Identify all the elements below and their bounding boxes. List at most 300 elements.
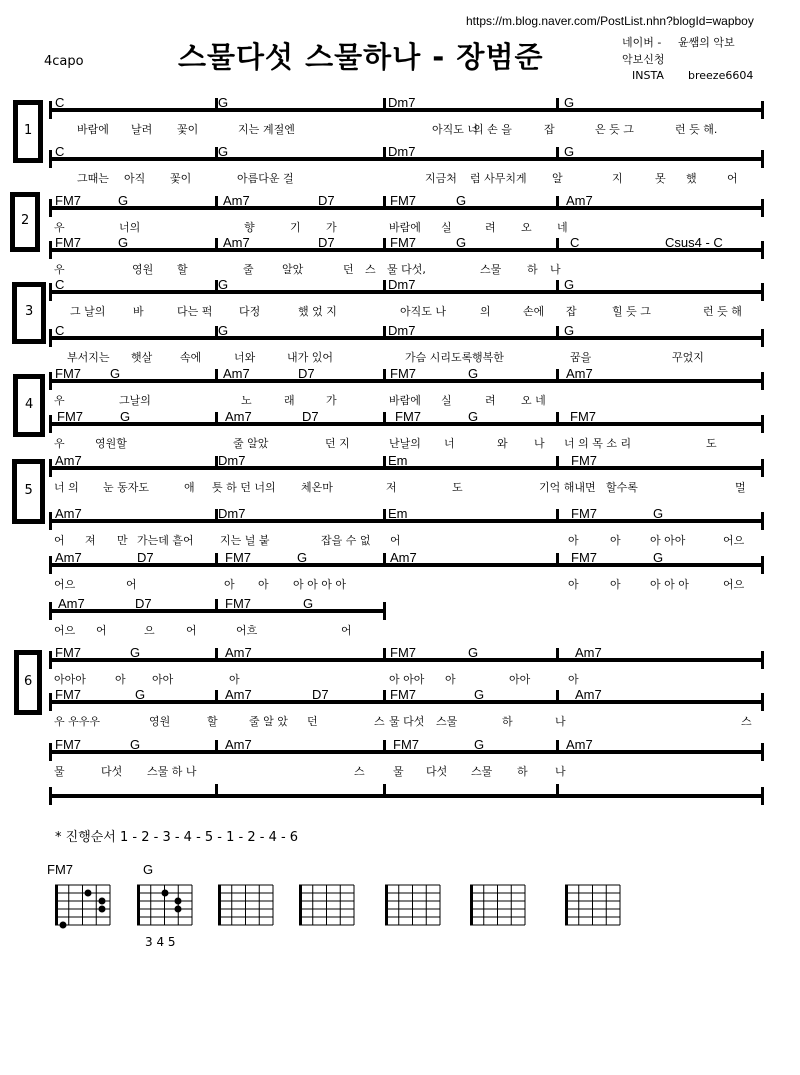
lyric-word: 어으 [723,578,745,591]
song-title: 스물다섯 스물하나 - 장범준 [178,40,544,74]
info-author: 윤쌤의 악보 [678,36,735,49]
lyric-word: 오 [521,221,532,234]
bar-line [49,602,52,620]
lyric-word: 아 [610,578,621,591]
bar-line [49,556,52,574]
chord-name: Dm7 [388,323,416,338]
lyric-word: 영원 [149,715,171,728]
lyric-word: 어으 [54,624,76,637]
bar-line [49,787,52,805]
lyric-word: 나 [555,765,566,778]
chord-name: Dm7 [388,277,416,292]
lyric-word: 애 [184,481,195,494]
bar-line [383,740,386,752]
lyric-word: 우 [54,437,65,450]
lyric-word: 너 [444,437,455,450]
bar-line [556,509,559,521]
bar-line [49,651,52,669]
lyric-word: 할 [177,263,188,276]
lyric-word: 꾸었지 [672,351,704,364]
lyric-word: 아아 [509,673,531,686]
bar-line [556,369,559,381]
chord-name: FM7 [571,506,597,521]
bar-line [49,329,52,347]
lyric-word: 하 [502,715,513,728]
finger-dot [85,890,92,897]
bar-line [215,648,218,660]
chord-name: FM7 [571,550,597,565]
chord-name: G [468,409,479,424]
bar-line [556,412,559,424]
lyric-word: 줄 [243,263,254,276]
chord-name: Am7 [225,687,252,702]
lyric-word: 도 [452,481,463,494]
lyric-word: 스물 하 나 [147,765,197,778]
bar-line [49,283,52,301]
lyric-word: 져 [85,534,96,547]
lyric-word: 눈 동자도 [103,481,150,494]
chord-name: FM7 [390,645,416,660]
bar-line [215,553,218,565]
capo-label: 4capo [44,54,84,69]
play-order: * 진행순서 1 - 2 - 3 - 4 - 5 - 1 - 2 - 4 - 6 [55,830,299,845]
chord-diagram [134,883,197,933]
chord-name: G [564,95,575,110]
info-naver: 네이버 - [622,36,662,49]
bar-line [383,412,386,424]
chord-name: G [118,235,129,250]
lyric-word: 잡 [566,305,577,318]
lyric-word: 아 [258,578,269,591]
lyric-word: 꽃이 [177,123,199,136]
lyric-word: 스 [741,715,752,728]
bar-line [761,651,764,669]
lyric-word: 아 아아 [650,534,686,547]
lyric-word: 물 [393,765,404,778]
lyric-word: 알았 [282,263,304,276]
lyric-word: 어 [126,578,137,591]
bar-line [215,784,218,796]
chord-name: C [55,144,65,159]
chord-name: G [120,409,131,424]
info-request: 악보신청 [622,53,665,66]
lyric-word: 으 [144,624,155,637]
bar-line [761,283,764,301]
lyric-word: 저 [386,481,397,494]
chord-name: G [303,596,314,611]
chord-name: G [564,277,575,292]
bar-line [556,784,559,796]
chord-name: G [218,95,229,110]
lyric-word: 아 [568,673,579,686]
lyric-word: 그 날의 [70,305,106,318]
bar-line [556,740,559,752]
lyric-word: 했 [686,172,697,185]
bar-line [556,690,559,702]
lyric-word: 우 [54,221,65,234]
chord-name: FM7 [393,737,419,752]
chord-name: FM7 [570,409,596,424]
chord-name: Am7 [390,550,417,565]
lyric-word: 다정 [239,305,261,318]
lyric-word: 던 지 [325,437,350,450]
lyric-word: 향 [244,221,255,234]
lyric-word: 지금처 [425,172,457,185]
bar-line [215,599,218,611]
chord-name: Em [388,453,408,468]
bar-line [556,98,559,110]
bar-line [761,372,764,390]
bar-line [761,743,764,761]
lyric-word: 물 다섯 [389,715,425,728]
lyric-word: 꽃이 [170,172,192,185]
section-number: 4 [25,396,34,412]
staff-line [50,794,762,798]
lyric-word: 행복한 [472,351,504,364]
lyric-word: 우 [54,394,65,407]
chord-name: G [653,506,664,521]
bar-line [215,740,218,752]
bar-line [556,196,559,208]
lyric-word: 하 [517,765,528,778]
lyric-word: 너와 [234,351,256,364]
finger-dot [99,898,106,905]
chord-diagram [296,883,359,933]
lyric-word: 너 의 [54,481,79,494]
lyric-word: 햇살 [131,351,153,364]
lyric-word: 아 아 아 [650,578,689,591]
bar-line [49,743,52,761]
lyric-word: 바람에 [77,123,109,136]
lyric-word: 지는 [238,123,260,136]
chord-name: FM7 [390,235,416,250]
lyric-word: 줄 알 았 [249,715,288,728]
lyric-word: 려 [485,221,496,234]
lyric-word: 아 [445,673,456,686]
bar-line [215,196,218,208]
chord-name: Am7 [223,366,250,381]
chord-name: G [218,323,229,338]
chord-name: Am7 [55,550,82,565]
chord-name: G [118,193,129,208]
lyric-word: 래 [284,394,295,407]
bar-line [556,147,559,159]
chord-name: Am7 [575,687,602,702]
lyric-word: 가 [326,394,337,407]
lyric-word: 하 [527,263,538,276]
chord-name: C [55,277,65,292]
lyric-word: 아직도 나 [400,305,447,318]
lyric-word: 힐 듯 그 [612,305,651,318]
bar-line [761,512,764,530]
lyric-word: 지 [612,172,623,185]
chord-chart-name: FM7 [47,862,73,877]
bar-line [49,459,52,477]
chord-name: G [130,645,141,660]
lyric-word: 아직도 너 [432,123,479,136]
lyric-word: 너 의 목 소 리 [564,437,632,450]
lyric-word: 틋 하 던 너의 [212,481,276,494]
lyric-word: 어 [727,172,738,185]
lyric-word: 잡을 수 없 [321,534,371,547]
lyric-word: 잡 [544,123,555,136]
bar-line [383,369,386,381]
lyric-word: 체온마 [301,481,333,494]
bar-line [215,369,218,381]
lyric-word: 스물 [436,715,458,728]
finger-dot [60,922,67,929]
lyric-word: 도 [706,437,717,450]
lyric-word: 우 [54,263,65,276]
lyric-word: 스 [365,263,376,276]
bar-line [215,238,218,250]
lyric-word: 물 [54,765,65,778]
bar-line [556,326,559,338]
lyric-word: 어으 [54,578,76,591]
chord-name: D7 [298,366,315,381]
lyric-word: 아 [568,534,579,547]
bar-line [761,150,764,168]
chord-name: Am7 [566,366,593,381]
finger-dot [99,906,106,913]
lyric-word: 줄 알았 [233,437,269,450]
chord-name: G [456,193,467,208]
bar-line [761,556,764,574]
lyric-word: 너의 [119,221,141,234]
lyric-word: 할 [207,715,218,728]
lyric-word: 속에 [180,351,202,364]
chord-name: Am7 [55,506,82,521]
bar-line [761,199,764,217]
lyric-word: 의 [480,305,491,318]
chord-name: Dm7 [218,453,246,468]
chord-name: D7 [302,409,319,424]
chord-name: D7 [137,550,154,565]
lyric-word: 했 었 지 [298,305,337,318]
chord-diagram [215,883,278,933]
finger-dot [175,906,182,913]
fingering-label: 3 4 5 [145,935,176,949]
chord-name: Am7 [55,453,82,468]
lyric-word: 내가 있어 [287,351,334,364]
lyric-word: 못 [655,172,666,185]
bar-line [761,241,764,259]
chord-name: G [110,366,121,381]
chord-name: G [468,645,479,660]
lyric-word: 날려 [131,123,153,136]
lyric-word: 기 [290,221,301,234]
bar-line [49,241,52,259]
chord-chart-name: G [143,862,154,877]
lyric-word: 만 [117,534,128,547]
lyric-word: 가 [326,221,337,234]
chord-diagram [467,883,530,933]
bar-line [215,412,218,424]
chord-name: G [456,235,467,250]
chord-name: FM7 [390,193,416,208]
lyric-word: 스 [354,765,365,778]
bar-line [383,509,386,521]
lyric-word: 우 우우우 [54,715,101,728]
chord-name: FM7 [395,409,421,424]
lyric-word: 난날의 [389,437,421,450]
chord-name: G [474,737,485,752]
bar-line [49,372,52,390]
chord-name: G [564,144,575,159]
bar-line [761,787,764,805]
lyric-word: 가는데 흩어 [137,534,194,547]
lyric-word: 실 [441,221,452,234]
chord-name: FM7 [225,596,251,611]
lyric-word: 멀 [735,481,746,494]
chord-name: FM7 [55,737,81,752]
lyric-word: 어 [390,534,401,547]
lyric-word: 아 [224,578,235,591]
lyric-word: 어 [54,534,65,547]
bar-line [49,512,52,530]
lyric-word: 지는 널 붙 [220,534,270,547]
bar-line [556,648,559,660]
chord-name: G [468,366,479,381]
lyric-word: 바람에 [389,221,421,234]
chord-name: D7 [318,235,335,250]
lyric-word: 어흐 [236,624,258,637]
bar-line [383,784,386,796]
bar-line [49,101,52,119]
lyric-word: 다섯 [101,765,123,778]
chord-name: C [570,235,580,250]
lyric-word: 다섯 [426,765,448,778]
bar-line [383,196,386,208]
bar-line [215,690,218,702]
lyric-word: 나 [534,437,545,450]
chord-name: D7 [312,687,329,702]
bar-line [556,553,559,565]
chord-name: Am7 [566,737,593,752]
lyric-word: 아직 [124,172,146,185]
chord-name: Am7 [225,737,252,752]
lyric-word: 그날의 [119,394,151,407]
lyric-word: 은 듯 그 [595,123,634,136]
lyric-word: 스물 [480,263,502,276]
lyric-word: 아 [568,578,579,591]
chord-name: FM7 [55,235,81,250]
chord-name: G [218,277,229,292]
lyric-word: 할수록 [606,481,638,494]
lyric-word: 어으 [723,534,745,547]
lyric-word: 어 [186,624,197,637]
chord-name: G [135,687,146,702]
lyric-word: 런 듯 해 [703,305,742,318]
bar-line [383,98,386,110]
chord-name: Am7 [225,645,252,660]
chord-name: FM7 [390,687,416,702]
lyric-word: 스물 [471,765,493,778]
lyric-word: 럼 사무치게 [470,172,527,185]
bar-line [383,602,386,620]
bar-line [383,553,386,565]
chord-name: G [130,737,141,752]
chord-name: Em [388,506,408,521]
source-url: https://m.blog.naver.com/PostList.nhn?blogId=wapboy [466,14,754,28]
bar-line [556,456,559,468]
lyric-word: 그때는 [77,172,109,185]
section-number: 5 [24,482,33,498]
lyric-word: 아아 [152,673,174,686]
lyric-word: 알 [552,172,563,185]
lyric-word: 려 [485,394,496,407]
chord-name: C [55,323,65,338]
info-insta-label: INSTA [632,69,664,82]
bar-line [383,147,386,159]
lyric-word: 의 손 을 [473,123,512,136]
chord-name: D7 [318,193,335,208]
bar-line [761,329,764,347]
bar-line [383,648,386,660]
bar-line [383,326,386,338]
bar-line [49,150,52,168]
lyric-word: 영원할 [95,437,127,450]
chord-name: Dm7 [388,144,416,159]
chord-name: FM7 [55,687,81,702]
lyric-word: 바 [133,305,144,318]
finger-dot [175,898,182,905]
lyric-word: 아 아 아 아 [293,578,346,591]
chord-name: Dm7 [388,95,416,110]
lyric-word: 나 [550,263,561,276]
chord-name: Am7 [575,645,602,660]
lyric-word: 던 [307,715,318,728]
bar-line [383,280,386,292]
chord-name: FM7 [55,645,81,660]
chord-name: C [55,95,65,110]
chord-name: G [297,550,308,565]
lyric-word: 어 [96,624,107,637]
lyric-word: 기억 해내면 [539,481,596,494]
bar-line [383,456,386,468]
lyric-word: 물 다섯, [387,263,426,276]
bar-line [49,415,52,433]
bar-line [556,238,559,250]
bar-line [556,280,559,292]
lyric-word: 네 [557,221,568,234]
chord-name: D7 [135,596,152,611]
bar-line [383,238,386,250]
lyric-word: 바람에 [389,394,421,407]
lyric-word: 아름다운 걸 [237,172,294,185]
bar-line [761,101,764,119]
chord-name: Am7 [223,235,250,250]
bar-line [761,693,764,711]
chord-name: FM7 [571,453,597,468]
chord-diagram [562,883,625,933]
lyric-word: 꿈을 [570,351,592,364]
finger-dot [162,890,169,897]
chord-diagram [52,883,115,933]
chord-name: G [653,550,664,565]
lyric-word: 실 [441,394,452,407]
bar-line [49,199,52,217]
chord-name: FM7 [225,550,251,565]
chord-name: Am7 [566,193,593,208]
lyric-word: 가슴 시리도록 [405,351,473,364]
section-number: 2 [21,213,30,228]
lyric-word: 부서지는 [67,351,110,364]
chord-name: Dm7 [218,506,246,521]
chord-name: Am7 [223,193,250,208]
lyric-word: 다는 퍽 [177,305,213,318]
bar-line [761,459,764,477]
